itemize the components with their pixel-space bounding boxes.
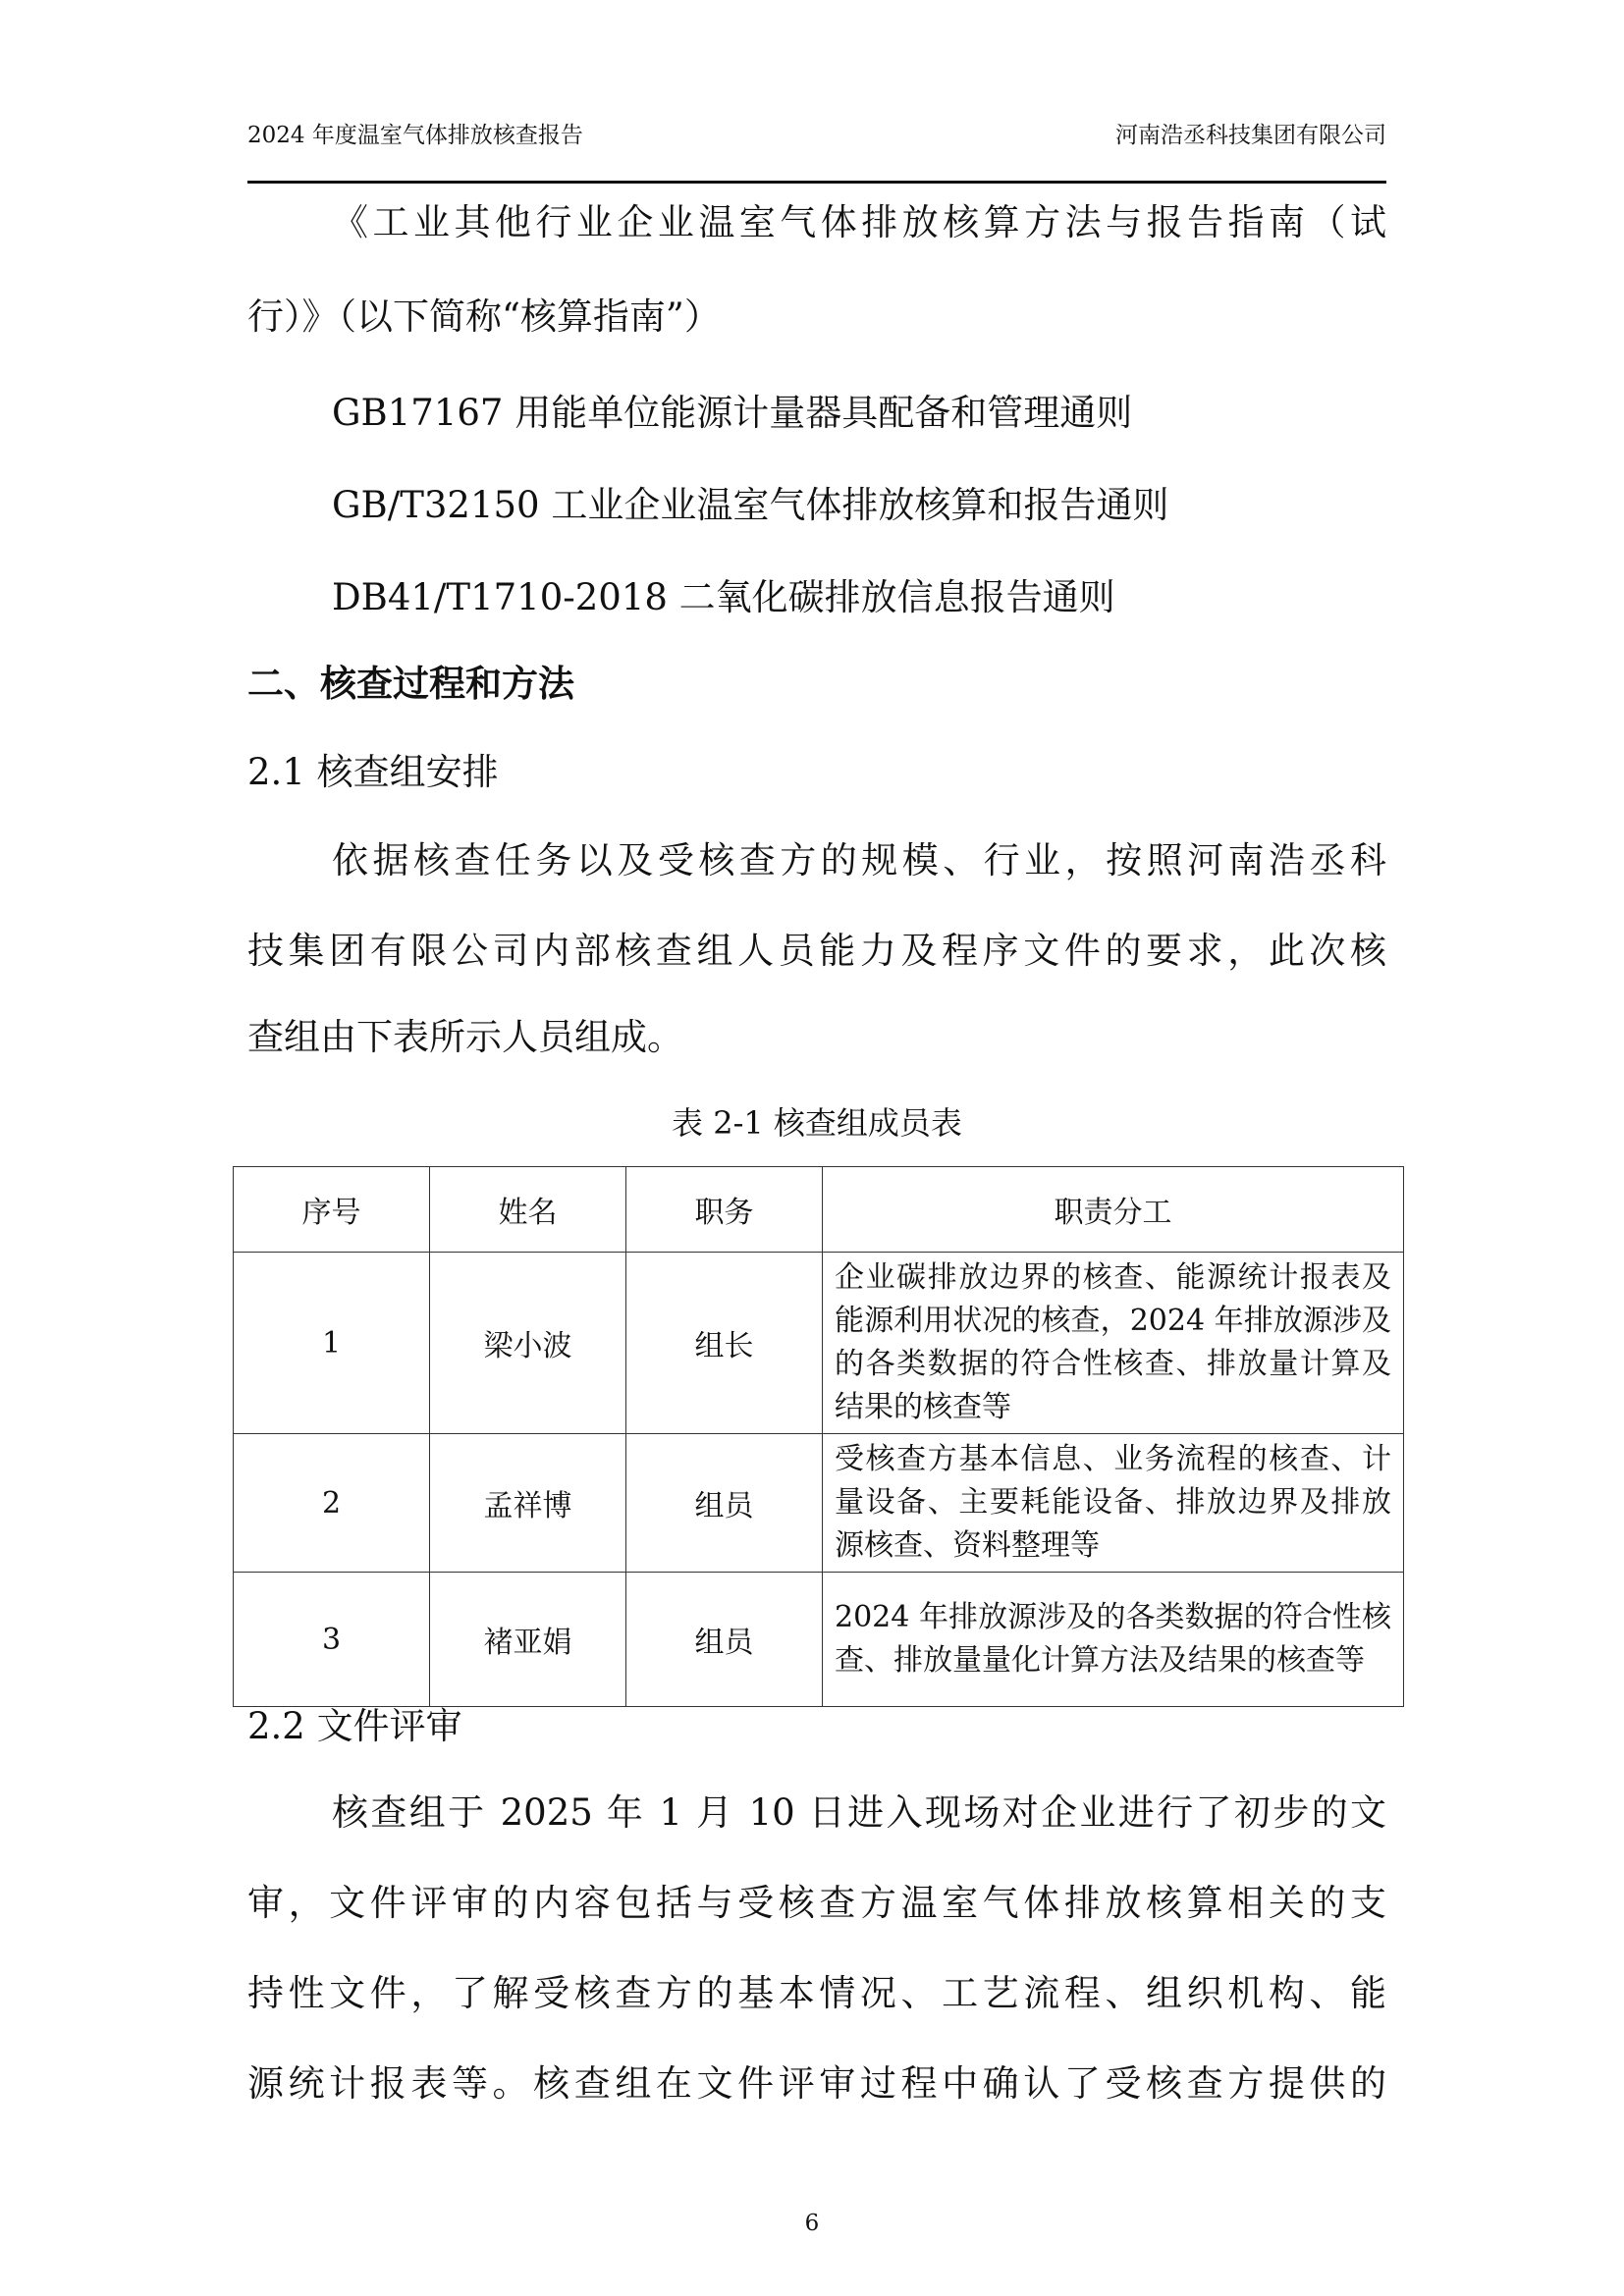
cell-no: 3 — [234, 1573, 430, 1707]
column-header-name: 姓名 — [430, 1167, 626, 1253]
cell-name: 梁小波 — [430, 1253, 626, 1434]
column-header-no: 序号 — [234, 1167, 430, 1253]
paragraph-line: 技集团有限公司内部核查组人员能力及程序文件的要求，此次核 — [247, 930, 1386, 972]
page-header — [247, 114, 1386, 157]
cell-no: 1 — [234, 1253, 430, 1434]
cell-duty: 受核查方基本信息、业务流程的核查、计量设备、主要耗能设备、排放边界及排放源核查、资料整理等 — [823, 1434, 1404, 1573]
table-caption: 表 2-1 核查组成员表 — [672, 1104, 962, 1142]
reference-db41: DB41/T1710-2018 二氧化碳排放信息报告通则 — [332, 576, 1115, 618]
table-row — [234, 1573, 1404, 1707]
reference-line-2: 行）》（以下简称“核算指南”） — [247, 295, 721, 338]
cell-no: 2 — [234, 1434, 430, 1573]
reference-gb17167: GB17167 用能单位能源计量器具配备和管理通则 — [332, 392, 1133, 434]
paragraph-line: 依据核查任务以及受核查方的规模、行业，按照河南浩丞科 — [332, 839, 1386, 881]
reference-gbt32150: GB/T32150 工业企业温室气体排放核算和报告通则 — [332, 484, 1169, 526]
column-header-role: 职务 — [626, 1167, 823, 1253]
header-report-title: 2024 年度温室气体排放核查报告 — [247, 123, 583, 148]
cell-role: 组员 — [626, 1573, 823, 1707]
table-header-row — [234, 1167, 1404, 1253]
section-2-2-heading: 2.2 文件评审 — [247, 1705, 462, 1747]
cell-role: 组员 — [626, 1434, 823, 1573]
header-company-name: 河南浩丞科技集团有限公司 — [1115, 123, 1386, 148]
cell-duty: 企业碳排放边界的核查、能源统计报表及能源利用状况的核查，2024 年排放源涉及的各类数据的符合性核查、排放量计算及结果的核查等 — [823, 1253, 1404, 1434]
section-2-heading: 二、核查过程和方法 — [247, 663, 574, 705]
paragraph-line: 审，文件评审的内容包括与受核查方温室气体排放核算相关的支 — [247, 1882, 1386, 1924]
paragraph-line: 持性文件，了解受核查方的基本情况、工艺流程、组织机构、能 — [247, 1972, 1386, 2014]
page-number: 6 — [804, 2211, 820, 2236]
paragraph-line: 查组由下表所示人员组成。 — [247, 1016, 683, 1058]
paragraph-line: 核查组于 2025 年 1 月 10 日进入现场对企业进行了初步的文 — [332, 1791, 1386, 1834]
table-row — [234, 1253, 1404, 1434]
paragraph-line: 源统计报表等。核查组在文件评审过程中确认了受核查方提供的 — [247, 2062, 1386, 2105]
section-2-1-heading: 2.1 核查组安排 — [247, 751, 499, 793]
reference-line-1: 《工业其他行业企业温室气体排放核算方法与报告指南（试 — [332, 201, 1386, 243]
cell-role: 组长 — [626, 1253, 823, 1434]
cell-name: 褚亚娟 — [430, 1573, 626, 1707]
column-header-duty: 职责分工 — [823, 1167, 1404, 1253]
header-divider — [247, 181, 1386, 184]
verification-team-table — [233, 1166, 1404, 1707]
cell-name: 孟祥博 — [430, 1434, 626, 1573]
table-row — [234, 1434, 1404, 1573]
cell-duty: 2024 年排放源涉及的各类数据的符合性核查、排放量量化计算方法及结果的核查等 — [823, 1573, 1404, 1707]
